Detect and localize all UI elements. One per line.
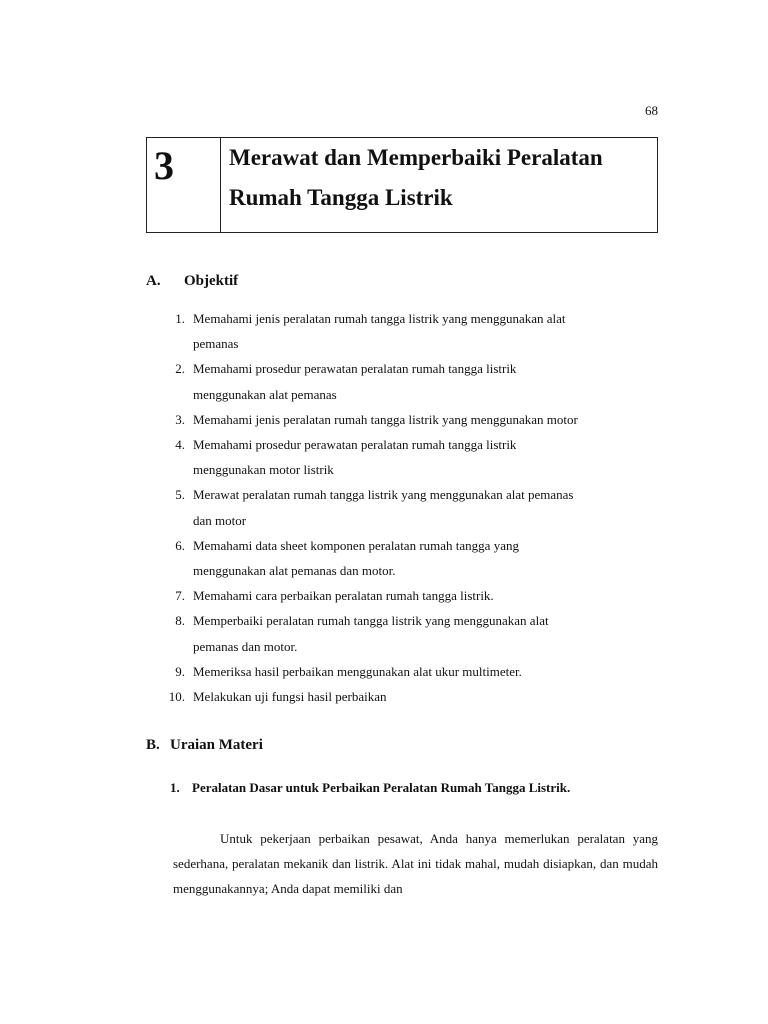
- objective-text: [193, 684, 660, 709]
- objective-item: [160, 684, 660, 709]
- objective-item: [160, 583, 660, 608]
- chapter-title-line-1: Merawat dan Memperbaiki Peralatan: [229, 145, 603, 170]
- chapter-number: 3: [147, 138, 221, 232]
- objective-number: 2.: [175, 361, 185, 377]
- objective-item: [160, 306, 660, 356]
- section-a-label: A.: [146, 273, 161, 289]
- objective-text-line: Memperbaiki peralatan rumah tangga listrik yang menggunakan alat: [193, 613, 549, 629]
- objective-number: 5.: [175, 487, 185, 503]
- objective-number: 4.: [175, 437, 185, 453]
- objective-text-line: pemanas: [193, 336, 239, 352]
- objective-item: [160, 356, 660, 406]
- objective-text-line: Memahami data sheet komponen peralatan rumah tangga yang: [193, 537, 519, 553]
- section-b-label: B.: [146, 737, 160, 753]
- objective-text-line: menggunakan motor listrik: [193, 462, 334, 478]
- objective-text: [193, 356, 660, 406]
- objective-text-line: Memahami prosedur perawatan peralatan rumah tangga listrik: [193, 361, 517, 377]
- objective-text-line: Memahami jenis peralatan rumah tangga listrik yang menggunakan alat: [193, 311, 566, 326]
- body-paragraph: Untuk pekerjaan perbaikan pesawat, Anda hanya memerlukan peralatan yang sederhana, peralatan mekanik dan listrik. Alat ini tidak mahal, mudah disiapkan, dan mudah menggunakannya; Anda dapat memiliki dan: [173, 831, 658, 896]
- objective-number: 10.: [168, 689, 185, 705]
- section-a-title: Objektif: [184, 273, 239, 289]
- subsection-title: Peralatan Dasar untuk Perbaikan Peralatan Rumah Tangga Listrik.: [192, 780, 571, 795]
- section-b-heading: [146, 737, 263, 754]
- objective-text-line: Memahami cara perbaikan peralatan rumah tangga listrik.: [193, 588, 494, 604]
- objective-item: [160, 608, 660, 658]
- chapter-title-line-2: Rumah Tangga Listrik: [229, 185, 453, 210]
- objective-number: 7.: [175, 588, 185, 604]
- objective-text-line: dan motor: [193, 512, 247, 528]
- objective-item: [160, 659, 660, 684]
- objective-text-line: Memahami prosedur perawatan peralatan rumah tangga listrik: [193, 437, 517, 453]
- objective-text-line: Melakukan uji fungsi hasil perbaikan: [193, 689, 387, 705]
- objective-text-line: menggunakan alat pemanas: [193, 386, 337, 402]
- subsection-number: 1.: [170, 780, 180, 795]
- objective-text: [193, 407, 660, 432]
- objective-text-line: Merawat peralatan rumah tangga listrik yang menggunakan alat pemanas: [193, 487, 574, 503]
- objective-number: 1.: [175, 311, 185, 326]
- section-b-title: Uraian Materi: [170, 737, 263, 753]
- objective-item: [160, 407, 660, 432]
- objective-text: [193, 482, 660, 532]
- objective-number: 8.: [175, 613, 185, 629]
- chapter-title: [221, 138, 657, 232]
- page-number: 68: [645, 103, 658, 118]
- objective-number: 6.: [175, 537, 185, 553]
- objectives-list: [160, 306, 660, 709]
- objective-text: [193, 306, 660, 356]
- objective-text-line: Memeriksa hasil perbaikan menggunakan alat ukur multimeter.: [193, 663, 522, 679]
- objective-text: [193, 608, 660, 658]
- objective-item: [160, 432, 660, 482]
- subsection-heading: [170, 780, 570, 796]
- objective-text-line: pemanas dan motor.: [193, 638, 298, 654]
- section-a-heading: [146, 273, 238, 290]
- objective-item: [160, 533, 660, 583]
- objective-number: 3.: [175, 411, 185, 427]
- objective-number: 9.: [175, 663, 185, 679]
- objective-item: [160, 482, 660, 532]
- objective-text: [193, 432, 660, 482]
- objective-text: [193, 583, 660, 608]
- objective-text: [193, 533, 660, 583]
- objective-text-line: menggunakan alat pemanas dan motor.: [193, 563, 396, 579]
- objective-text: [193, 659, 660, 684]
- objective-text-line: Memahami jenis peralatan rumah tangga listrik yang menggunakan motor: [193, 411, 578, 427]
- chapter-header-box: [146, 137, 658, 233]
